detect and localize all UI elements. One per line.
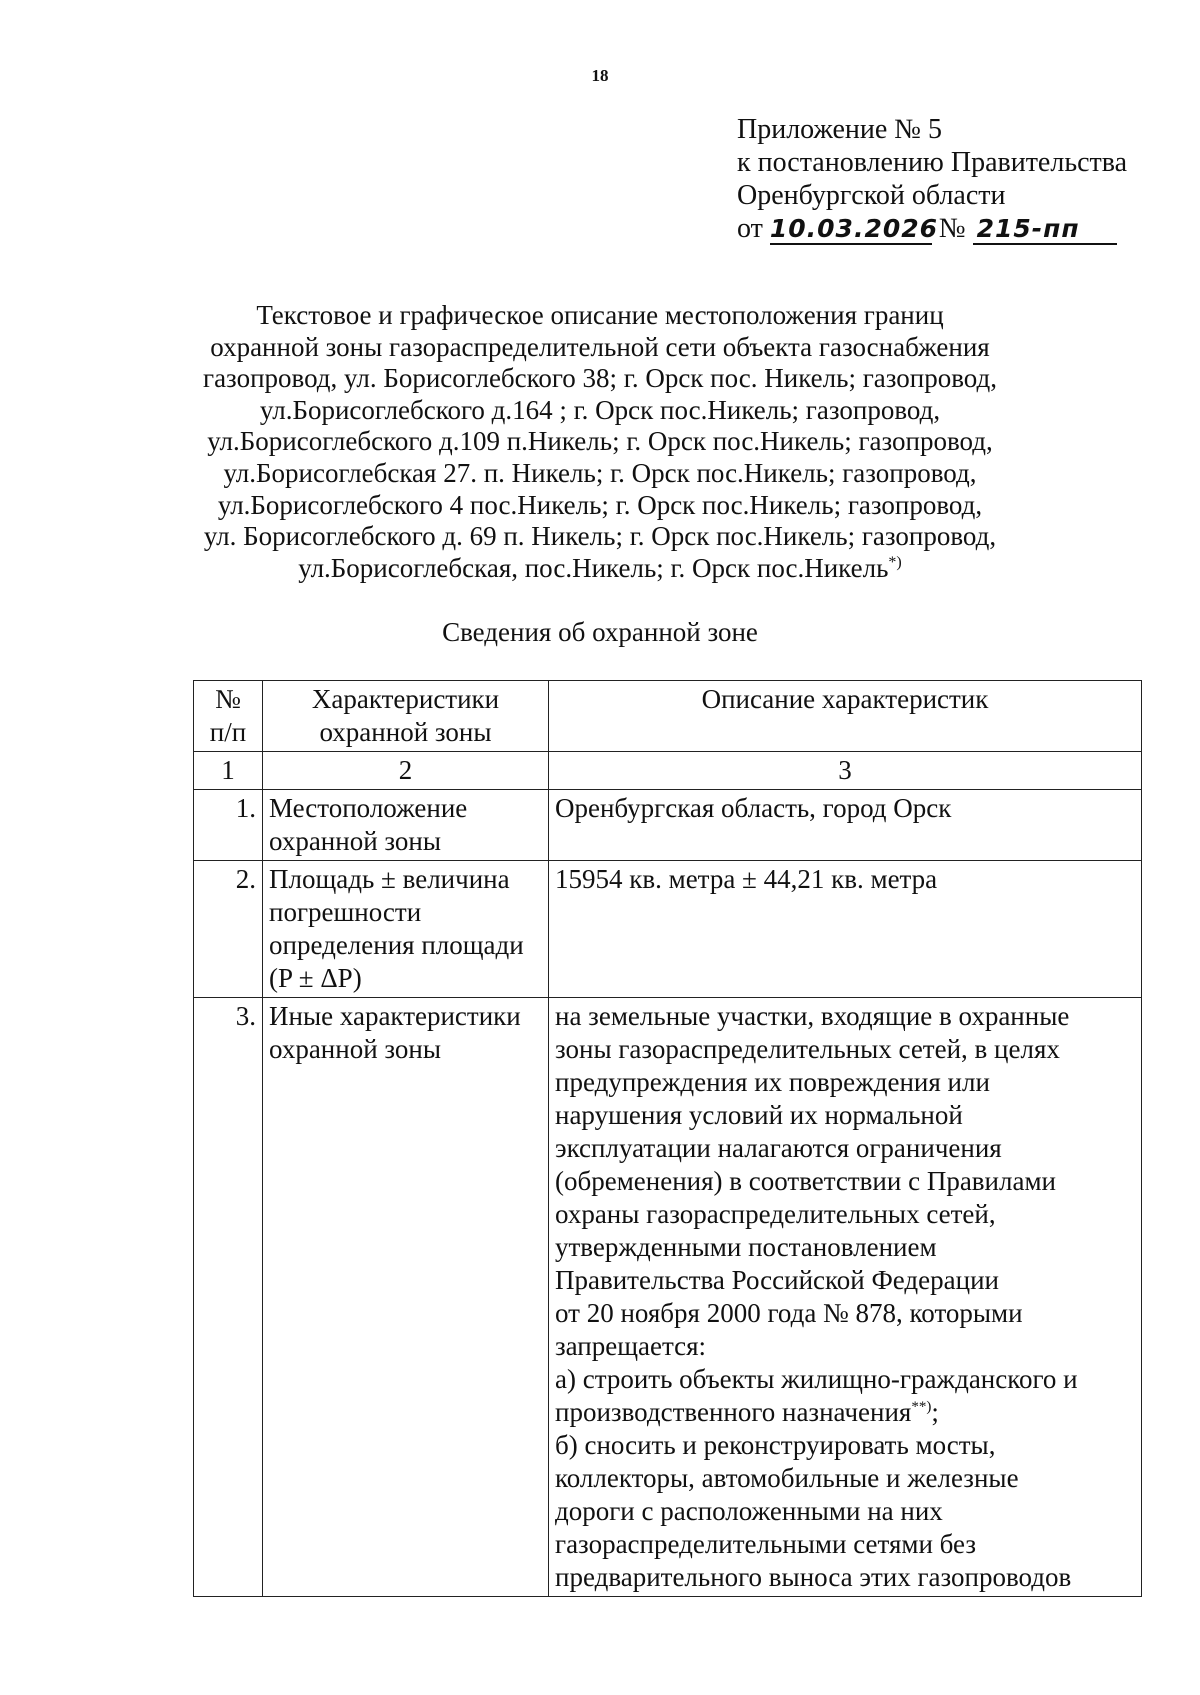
numbering-cell: 3 [549,752,1142,790]
row-number: 3. [194,998,263,1597]
header-text: № [215,684,241,714]
table-header-row [194,681,1142,752]
title-last-line [150,553,1050,585]
header-text: охранной зоны [319,717,492,747]
title-line: охранной зоны газораспределительной сети объекта газоснабжения [210,331,990,362]
cell-line-tail: ; [931,1397,939,1427]
title-line: ул. Борисоглебского д. 69 п. Никель; г. Орск пос.Никель; газопровод, [203,521,997,552]
cell-line: охранной зоны [269,826,442,856]
zone-info-table [193,680,1142,1597]
cell-line: предупреждения их повреждения или [555,1067,990,1097]
cell-line: (P ± ΔP) [269,963,362,993]
cell-line: газораспределительными сетями без [555,1529,977,1559]
cell-line: Правительства Российской Федерации [555,1265,999,1295]
row-characteristic [263,998,549,1597]
cell-line: нарушения условий их нормальной [555,1100,963,1130]
title-line: ул.Борисоглебского 4 пос.Никель; г. Орск пос.Никель; газопровод, [217,489,983,520]
header-text: Характеристики [311,684,500,714]
footnote-mark: **) [911,1399,932,1415]
row-number: 1. [194,790,263,861]
cell-line: (обременения) в соответствии с Правилами [555,1166,1056,1196]
cell-line: дороги с расположенными на них [555,1496,943,1526]
page-number: 18 [591,66,609,85]
cell-line: а) строить объекты жилищно-гражданского и [555,1364,1078,1394]
handwritten-number: 215-пп [973,215,1117,245]
cell-line: утвержденными постановлением [555,1232,937,1262]
row-description: Оренбургская область, город Орск [549,790,1142,861]
title-line: ул.Борисоглебская 27. п. Никель; г. Орск пос.Никель; газопровод, [223,457,977,488]
table-row [194,998,1142,1597]
appendix-line-3: Оренбургской области [737,180,1006,211]
title-line: ул.Борисоглебского д.164 ; г. Орск пос.Никель; газопровод, [259,394,941,425]
row-characteristic [263,861,549,998]
cell-line: зоны газораспределительных сетей, в целях [555,1034,1060,1064]
appendix-line-2: к постановлению Правительства [737,147,1128,178]
handwritten-date: 10.03.2026 [769,214,939,243]
from-label: от [737,213,763,244]
cell-line-footnote [555,1396,1135,1429]
row-description [549,998,1142,1597]
cell-line: эксплуатации налагаются ограничения [555,1133,1002,1163]
cell-line: определения площади [269,930,524,960]
section-subtitle: Сведения об охранной зоне [442,617,758,647]
row-description: 15954 кв. метра ± 44,21 кв. метра [549,861,1142,998]
header-cell-characteristics [263,681,549,752]
numbering-cell: 1 [194,752,263,790]
cell-line: на земельные участки, входящие в охранные [555,1001,1070,1031]
row-characteristic [263,790,549,861]
table-row [194,790,1142,861]
row-number: 2. [194,861,263,998]
appendix-line-1: Приложение № 5 [737,114,942,145]
footnote-mark: *) [888,553,902,571]
appendix-block [737,113,1127,245]
header-text: п/п [209,717,247,747]
cell-line: охранной зоны [269,1034,442,1064]
title-line: ул.Борисоглебская, пос.Никель; г. Орск пос.Никель [298,552,889,583]
cell-line: погрешности [269,897,422,927]
numbering-cell: 2 [263,752,549,790]
table-numbering-row [194,752,1142,790]
number-label: № [938,213,966,244]
title-line: газопровод, ул. Борисоглебского 38; г. Орск пос. Никель; газопровод, [203,363,997,394]
title-line: ул.Борисоглебского д.109 п.Никель; г. Орск пос.Никель; газопровод, [207,426,993,457]
cell-line: запрещается: [555,1331,707,1361]
cell-line: охраны газораспределительных сетей, [555,1199,996,1229]
header-cell-number [194,681,263,752]
cell-line: Иные характеристики [269,1001,521,1031]
appendix-date-line [737,212,1127,245]
document-title [150,300,1050,584]
table-row [194,861,1142,998]
cell-line: производственного назначения [555,1397,912,1427]
cell-line: Площадь ± величина [269,864,510,894]
cell-line: предварительного выноса этих газопроводов [555,1562,1072,1592]
title-line: Текстовое и графическое описание местоположения границ [256,300,944,330]
cell-line: б) сносить и реконструировать мосты, [555,1430,996,1460]
header-cell-description: Описание характеристик [549,681,1142,752]
cell-line: Местоположение [269,793,468,823]
cell-line: от 20 ноября 2000 года № 878, которыми [555,1298,1023,1328]
cell-line: коллекторы, автомобильные и железные [555,1463,1019,1493]
